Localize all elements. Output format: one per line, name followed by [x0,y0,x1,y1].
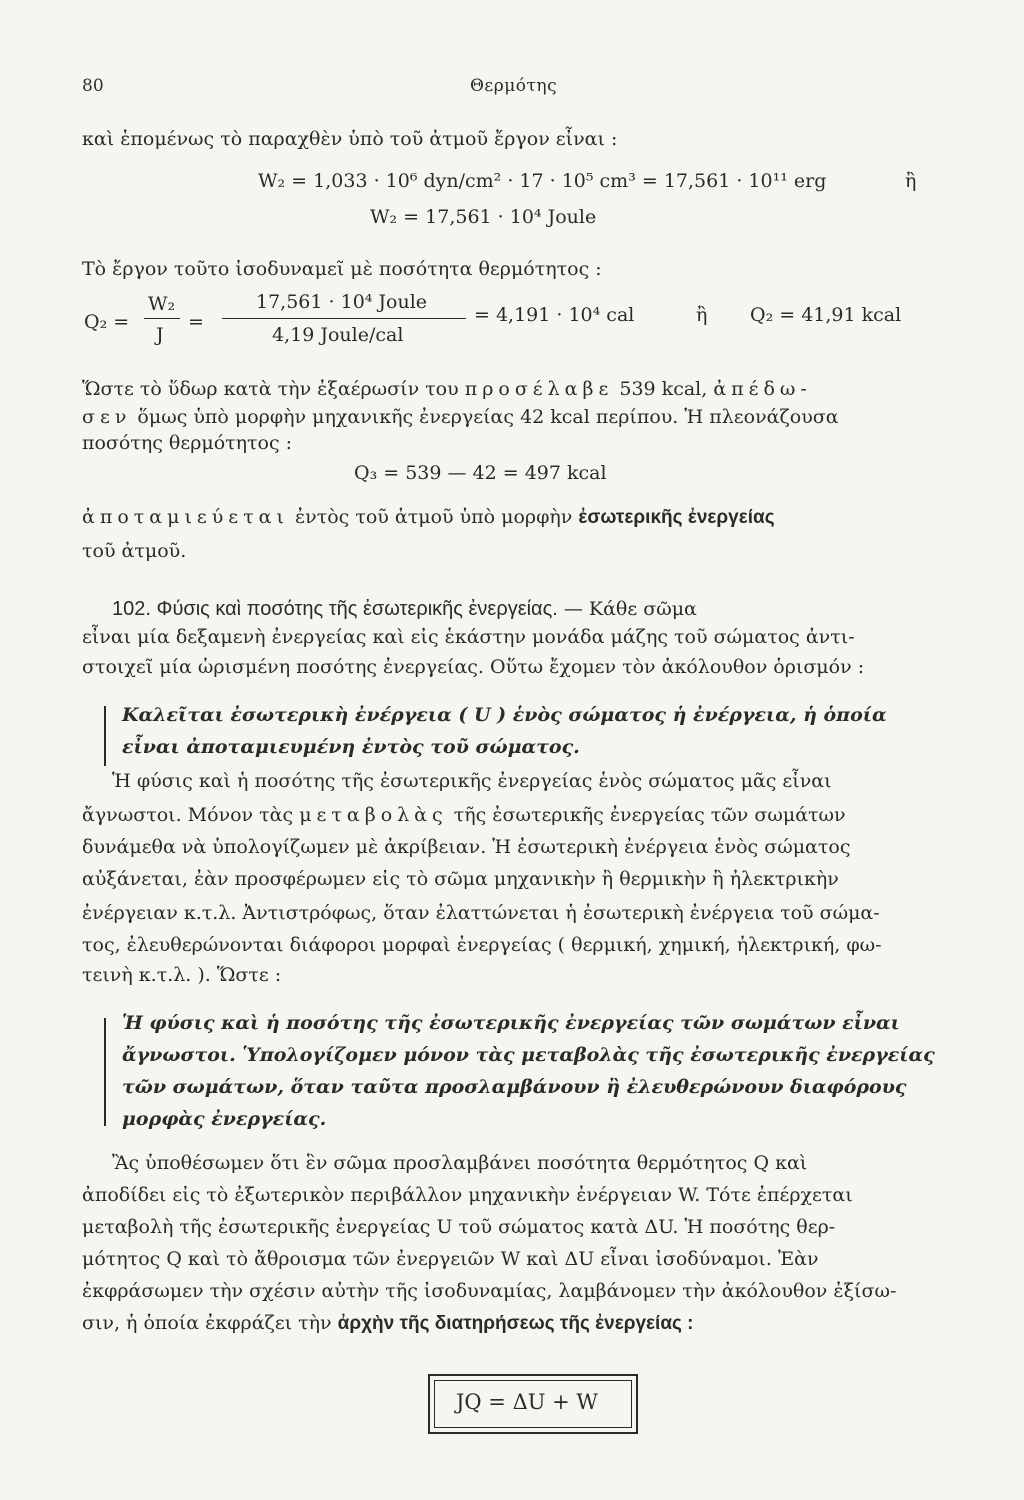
text-line [82,804,846,826]
spaced-word: μεταβολὰς [299,804,448,826]
text-line: Ἂς ὑποθέσωμεν ὅτι ἓν σῶμα προσλαμβάνει ποσότητα θερμότητος Q καὶ [112,1152,808,1174]
definition-line: εἶναι ἀποταμιευμένη ἐντὸς τοῦ σώματος. [122,736,580,758]
equation-q2-kcal: Q₂ = 41,91 kcal [750,304,902,326]
equation-w2-joule: W₂ = 17,561 · 10⁴ Joule [370,206,597,228]
text-line: καὶ ἑπομένως τὸ παραχθὲν ὑπὸ τοῦ ἀτμοῦ ἔργον εἶναι : [82,128,618,150]
text-line [82,506,775,529]
text-line [82,1312,694,1335]
definition-line: Καλεῖται ἐσωτερικὴ ἐνέργεια ( U ) ἑνὸς σώματος ἡ ἐνέργεια, ἡ ὁποία [122,704,887,726]
text-line: τοῦ ἀτμοῦ. [82,540,187,562]
equation-equals: = [188,311,204,333]
text-segment: ἄγνωστοι. Μόνον τὰς [82,804,294,826]
text-segment: τῆς ἐσωτερικῆς ἐνεργείας τῶν σωμάτων [453,804,846,826]
text-segment: ἐντὸς τοῦ ἀτμοῦ ὑπὸ μορφὴν [294,506,573,528]
text-line: μότητος Q καὶ τὸ ἄθροισμα τῶν ἐνεργειῶν W καὶ ΔU εἶναι ἰσοδύναμοι. Ἐὰν [82,1248,819,1270]
bold-term: ἐσωτερικῆς ἐνεργείας [578,507,775,528]
text-line: εἶναι μία δεξαμενὴ ἐνεργείας καὶ εἰς ἑκάστην μονάδα μάζης τοῦ σώματος ἀντι- [82,626,855,648]
definition-line: τῶν σωμάτων, ὅταν ταῦτα προσλαμβάνουν ἢ ἐλευθερώνουν διαφόρους [122,1076,907,1098]
bold-term: ἀρχὴν τῆς διατηρήσεως τῆς ἐνεργείας : [337,1313,694,1334]
text-segment: 539 kcal, [619,378,708,400]
spaced-word: προσέλαβε [464,378,614,400]
text-line [82,406,839,428]
text-line: τεινὴ κ.τ.λ. ). Ὥστε : [82,964,282,986]
text-line [82,378,812,400]
section-heading: 102. Φύσις καὶ ποσότης τῆς ἐσωτερικῆς ἐνεργείας. [112,598,558,620]
text-line: στοιχεῖ μία ὡρισμένη ποσότης ἐνεργείας. Οὕτω ἔχομεν τὸν ἀκόλουθον ὁρισμόν : [82,656,865,678]
spaced-word: ἀποταμιεύεται [82,506,289,528]
text-line: ποσότης θερμότητος : [82,432,293,454]
text-segment: σιν, ἡ ὁποία ἐκφράζει τὴν [82,1312,332,1334]
equation-q3: Q₃ = 539 — 42 = 497 kcal [354,462,607,484]
running-title: Θερμότης [470,76,558,96]
text-line: ἐκφράσωμεν τὴν σχέσιν αὐτὴν τῆς ἰσοδυναμίας, λαμβάνομεν τὴν ἀκόλουθον ἐξίσω- [82,1280,897,1302]
text-line: ἐνέργειαν κ.τ.λ. Ἀντιστρόφως, ὅταν ἐλαττώνεται ἡ ἐσωτερικὴ ἐνέργεια τοῦ σώμα- [82,902,880,924]
fraction-bar [222,318,466,319]
equation-or: ἢ [696,304,708,326]
fraction-denominator: 4,19 Joule/cal [272,324,404,346]
definition-line: μορφὰς ἐνεργείας. [122,1108,327,1130]
definition-rule [104,706,106,766]
text-line: τος, ἐλευθερώνονται διάφοροι μορφαὶ ἐνεργείας ( θερμική, χημική, ἠλεκτρική, φω- [82,934,882,956]
fraction-numerator: 17,561 · 10⁴ Joule [256,291,428,313]
definition-line: ἄγνωστοι. Ὑπολογίζομεν μόνον τὰς μεταβολὰς τῆς ἐσωτερικῆς ἐνεργείας [122,1044,935,1066]
equation-or: ἢ [905,170,917,192]
fraction-bar [144,318,180,319]
page-number: 80 [82,76,104,96]
energy-conservation-formula: JQ = ΔU + W [456,1390,598,1414]
spaced-word: σεν [82,406,132,428]
equation-result: = 4,191 · 10⁴ cal [474,304,635,326]
text-segment: ὅμως ὑπὸ μορφὴν μηχανικῆς ἐνεργείας 42 kcal περίπου. Ἡ πλεονάζουσα [137,406,839,428]
equation-w2-erg: W₂ = 1,033 · 10⁶ dyn/cm² · 17 · 10⁵ cm³ = 17,561 · 10¹¹ erg [258,170,827,192]
text-segment: Ὥστε τὸ ὕδωρ κατὰ τὴν ἐξαέρωσίν του [82,378,459,400]
text-line: δυνάμεθα νὰ ὑπολογίζωμεν μὲ ἀκρίβειαν. Ἡ ἐσωτερικὴ ἐνέργεια ἑνὸς σώματος [82,836,851,858]
fraction-denominator: J [156,324,164,346]
text-line: Τὸ ἔργον τοῦτο ἰσοδυναμεῖ μὲ ποσότητα θερμότητος : [82,258,602,280]
text-segment: — Κάθε σῶμα [563,598,697,620]
text-line: μεταβολὴ τῆς ἐσωτερικῆς ἐνεργείας U τοῦ σώματος κατὰ ΔU. Ἡ ποσότης θερ- [82,1216,836,1238]
equation-q2-lhs: Q₂ = [84,311,130,333]
definition-line: Ἡ φύσις καὶ ἡ ποσότης τῆς ἐσωτερικῆς ἐνεργείας τῶν σωμάτων εἶναι [122,1012,900,1034]
text-line: ἀποδίδει εἰς τὸ ἐξωτερικὸν περιβάλλον μηχανικὴν ἐνέργειαν W. Τότε ἐπέρχεται [82,1184,853,1206]
text-line: αὐξάνεται, ἐὰν προσφέρωμεν εἰς τὸ σῶμα μηχανικὴν ἢ θερμικὴν ἢ ἠλεκτρικὴν [82,868,839,890]
text-line: Ἡ φύσις καὶ ἡ ποσότης τῆς ἐσωτερικῆς ἐνεργείας ἑνὸς σώματος μᾶς εἶναι [112,770,832,792]
spaced-word: ἀπέδω- [713,378,812,400]
definition-rule [104,1018,106,1126]
fraction-numerator: W₂ [148,293,176,315]
section-heading-line [112,598,697,621]
